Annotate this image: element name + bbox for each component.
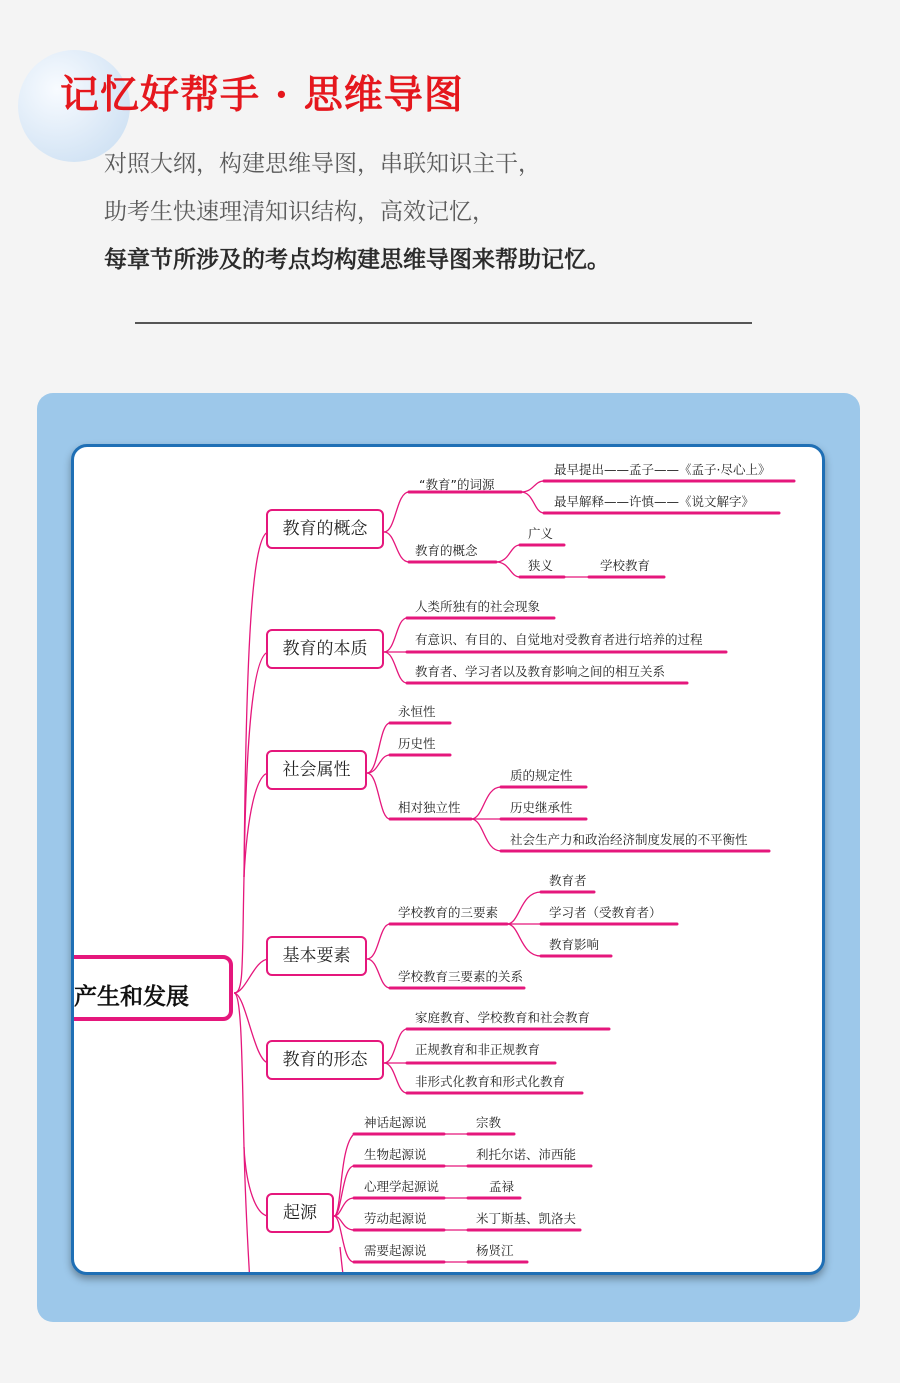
leaf-earliest-proposed: 最早提出——孟子——《孟子·尽心上》 (554, 462, 771, 477)
leaf-essence-1: 人类所独有的社会现象 (415, 599, 541, 614)
branch-concept-node[interactable]: 教育的概念 (266, 509, 384, 549)
leaf-form-2: 正规教育和非正规教育 (415, 1042, 541, 1057)
mindmap-card[interactable] (71, 444, 825, 1275)
page-title: 记忆好帮手 · 思维导图 (60, 72, 464, 118)
leaf-form-1: 家庭教育、学校教育和社会教育 (415, 1010, 591, 1025)
leaf-origin-theory-3: 心理学起源说 (364, 1179, 440, 1194)
leaf-imbalance: 社会生产力和政治经济制度发展的不平衡性 (510, 832, 748, 847)
leaf-eternal: 永恒性 (398, 704, 436, 719)
mindmap-connectors (74, 447, 825, 1275)
leaf-origin-theory-2: 生物起源说 (364, 1147, 427, 1162)
leaf-essence-3: 教育者、学习者以及教育影响之间的相互关系 (415, 664, 666, 679)
leaf-origin-who-5: 杨贤江 (476, 1243, 514, 1258)
branch-origin-node[interactable]: 起源 (266, 1193, 334, 1233)
leaf-school-education: 学校教育 (600, 558, 651, 573)
leaf-qualitative: 质的规定性 (510, 768, 573, 783)
leaf-broad: 广义 (528, 526, 554, 541)
divider (135, 322, 752, 324)
leaf-influence: 教育影响 (549, 937, 600, 952)
branch-social-node[interactable]: 社会属性 (266, 750, 367, 790)
leaf-learner: 学习者（受教育者） (549, 905, 662, 920)
leaf-origin-theory-4: 劳动起源说 (364, 1211, 427, 1226)
leaf-concept-label: 教育的概念 (415, 543, 478, 558)
leaf-educator: 教育者 (549, 873, 587, 888)
leaf-etymology: “教育”的词源 (419, 477, 495, 492)
root-node-label: 产生和发展 (74, 984, 189, 1010)
branch-forms-node[interactable]: 教育的形态 (266, 1040, 384, 1080)
leaf-inheritance: 历史继承性 (510, 800, 573, 815)
leaf-narrow: 狭义 (528, 558, 554, 573)
intro-line-2: 助考生快速理清知识结构，高效记忆， (104, 199, 495, 225)
leaf-origin-who-4: 米丁斯基、凯洛夫 (476, 1211, 577, 1226)
intro-line-1: 对照大纲，构建思维导图，串联知识主干， (104, 151, 541, 177)
leaf-three-elements: 学校教育的三要素 (398, 905, 499, 920)
branch-essence-node[interactable]: 教育的本质 (266, 629, 384, 669)
leaf-earliest-explained: 最早解释——许慎——《说文解字》 (554, 494, 755, 509)
leaf-origin-who-2: 利托尔诺、沛西能 (476, 1147, 577, 1162)
leaf-origin-theory-1: 神话起源说 (364, 1115, 427, 1130)
leaf-historical: 历史性 (398, 736, 436, 751)
leaf-origin-who-1: 宗教 (476, 1115, 502, 1130)
leaf-form-3: 非形式化教育和形式化教育 (415, 1074, 566, 1089)
leaf-relative: 相对独立性 (398, 800, 461, 815)
leaf-essence-2: 有意识、有目的、自觉地对受教育者进行培养的过程 (415, 632, 703, 647)
leaf-elements-relation: 学校教育三要素的关系 (398, 969, 524, 984)
leaf-origin-theory-5: 需要起源说 (364, 1243, 427, 1258)
intro-text (104, 140, 610, 284)
intro-line-3: 每章节所涉及的考点均构建思维导图来帮助记忆。 (104, 247, 610, 273)
leaf-origin-who-3: 孟禄 (489, 1179, 515, 1194)
branch-elements-node[interactable]: 基本要素 (266, 936, 367, 976)
